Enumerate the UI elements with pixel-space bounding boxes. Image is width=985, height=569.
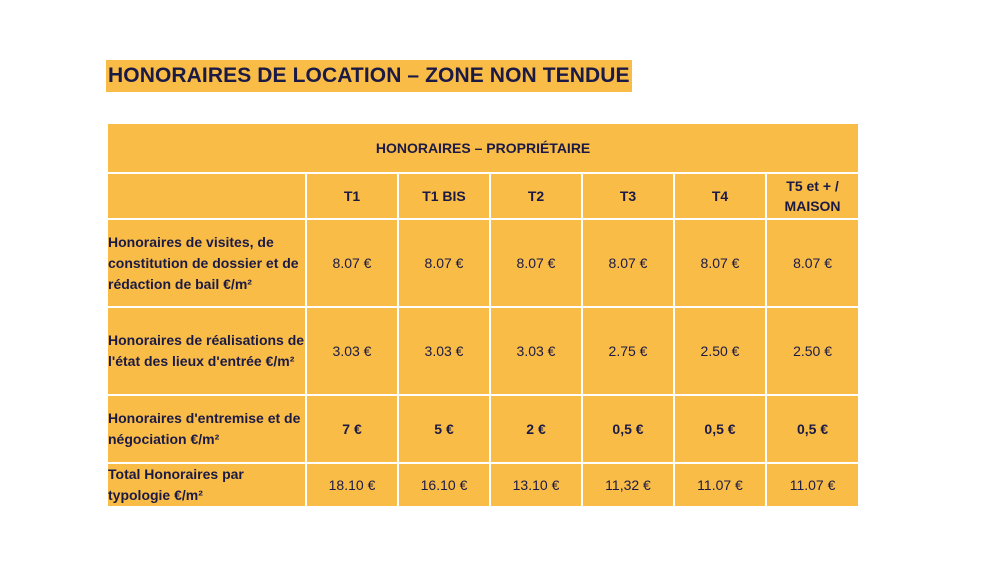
table-cell: 2.75 € (582, 307, 674, 395)
table-cell: 2.50 € (766, 307, 859, 395)
row-label: Total Honoraires par typologie €/m² (107, 463, 306, 507)
column-header-t5-maison: T5 et + / MAISON (766, 173, 859, 219)
page-title: HONORAIRES DE LOCATION – ZONE NON TENDUE (106, 60, 632, 92)
table-row (107, 307, 859, 395)
column-header-t1: T1 (306, 173, 398, 219)
table-cell: 3.03 € (306, 307, 398, 395)
table-cell: 7 € (306, 395, 398, 463)
table-cell: 8.07 € (582, 219, 674, 307)
row-label: Honoraires de visites, de constitution de dossier et de rédaction de bail €/m² (107, 219, 306, 307)
column-header-t1-bis: T1 BIS (398, 173, 490, 219)
column-header-t4: T4 (674, 173, 766, 219)
table-cell: 2 € (490, 395, 582, 463)
table-row (107, 395, 859, 463)
column-header-t2: T2 (490, 173, 582, 219)
table-cell: 18.10 € (306, 463, 398, 507)
table-cell: 8.07 € (490, 219, 582, 307)
table-cell: 8.07 € (398, 219, 490, 307)
table-cell: 11.07 € (766, 463, 859, 507)
column-header-empty (107, 173, 306, 219)
table-cell: 3.03 € (398, 307, 490, 395)
table-cell: 3.03 € (490, 307, 582, 395)
table-header-row (107, 173, 859, 219)
table-cell: 8.07 € (674, 219, 766, 307)
fees-table (106, 122, 860, 508)
column-header-t3: T3 (582, 173, 674, 219)
table-banner-row (107, 123, 859, 173)
table-cell: 2.50 € (674, 307, 766, 395)
table-cell: 11,32 € (582, 463, 674, 507)
table-cell: 11.07 € (674, 463, 766, 507)
table-cell: 8.07 € (306, 219, 398, 307)
table-cell: 16.10 € (398, 463, 490, 507)
table-cell: 0,5 € (582, 395, 674, 463)
table-cell: 0,5 € (766, 395, 859, 463)
table-cell: 5 € (398, 395, 490, 463)
table-cell: 0,5 € (674, 395, 766, 463)
table-row (107, 219, 859, 307)
row-label: Honoraires de réalisations de l'état des lieux d'entrée €/m² (107, 307, 306, 395)
table-banner: HONORAIRES – PROPRIÉTAIRE (107, 123, 859, 173)
row-label: Honoraires d'entremise et de négociation €/m² (107, 395, 306, 463)
table-cell: 13.10 € (490, 463, 582, 507)
table-row (107, 463, 859, 507)
table-cell: 8.07 € (766, 219, 859, 307)
